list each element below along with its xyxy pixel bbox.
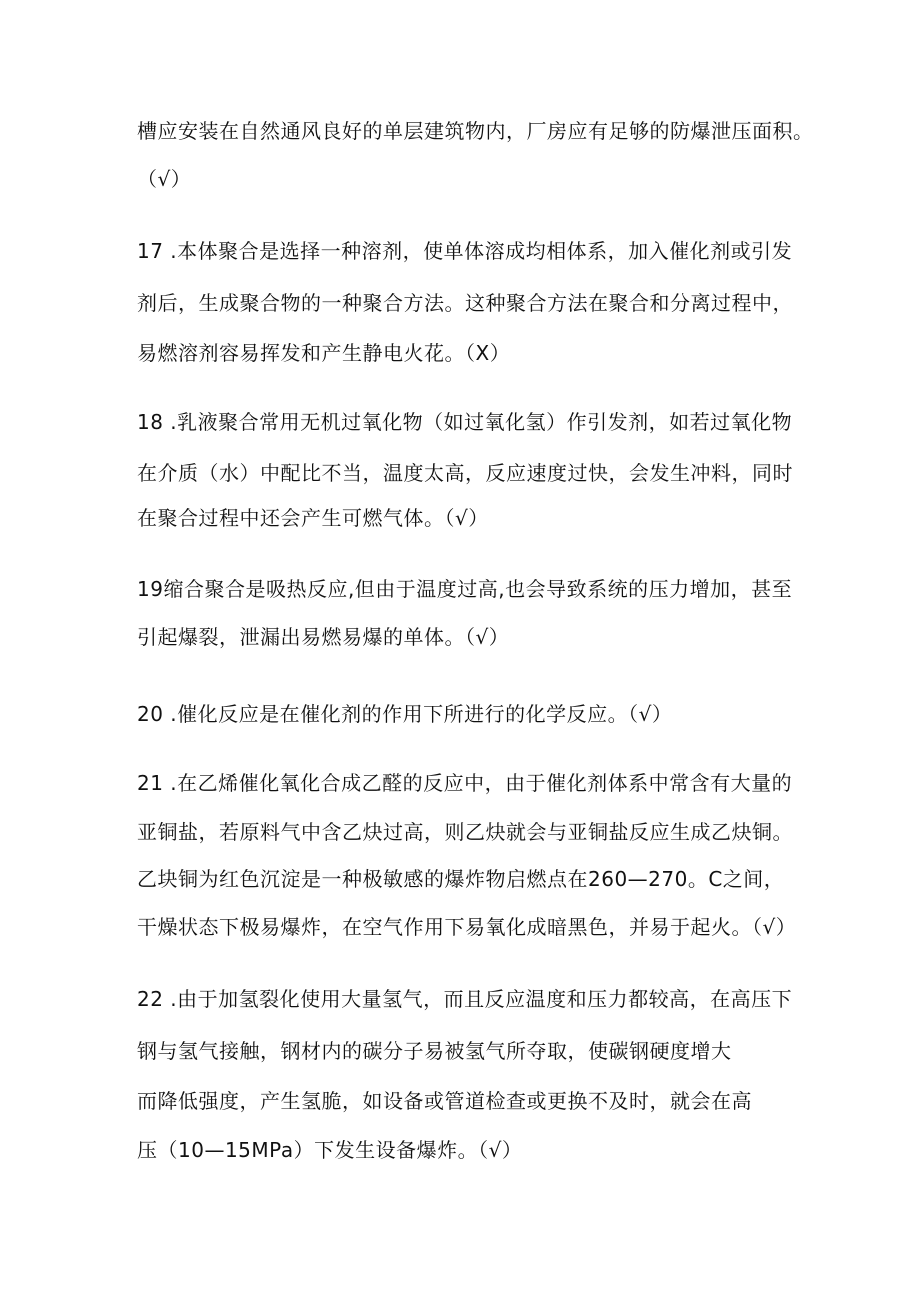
question-20-line: 20 .催化反应是在催化剂的作用下所进行的化学反应。（√） — [137, 702, 673, 726]
question-22-line: 22 .由于加氢裂化使用大量氢气，而且反应温度和压力都较高，在高压下 — [137, 987, 793, 1011]
text-line: （√） — [137, 167, 192, 191]
text-line: 而降低强度，产生氢脆，如设备或管道检查或更换不及时，就会在高 — [137, 1089, 752, 1113]
question-21-line: 21 .在乙烯催化氧化合成乙醛的反应中，由于催化剂体系中常含有大量的 — [137, 771, 793, 795]
text-line: 乙块铜为红色沉淀是一种极敏感的爆炸物启燃点在260—270。C之间， — [137, 867, 785, 891]
text-line: 在介质（水）中配比不当，温度太高，反应速度过快，会发生冲料，同时 — [137, 461, 793, 485]
question-19-line: 19缩合聚合是吸热反应,但由于温度过高,也会导致系统的压力增加，甚至 — [137, 577, 793, 601]
question-17-line: 17 .本体聚合是选择一种溶剂，使单体溶成均相体系，加入催化剂或引发 — [137, 239, 793, 263]
text-line: 亚铜盐，若原料气中含乙炔过高，则乙炔就会与亚铜盐反应生成乙炔铜。 — [137, 820, 793, 844]
text-line: 易燃溶剂容易挥发和产生静电火花。（X） — [137, 341, 511, 365]
text-line: 压（10—15MPa）下发生设备爆炸。（√） — [137, 1138, 523, 1162]
text-line: 在聚合过程中还会产生可燃气体。（√） — [137, 506, 489, 530]
text-line: 钢与氢气接触，钢材内的碳分子易被氢气所夺取，使碳钢硬度增大 — [137, 1039, 732, 1063]
text-line: 干燥状态下极易爆炸，在空气作用下易氧化成暗黑色，并易于起火。（√） — [137, 915, 797, 939]
text-line: 引起爆裂，泄漏出易燃易爆的单体。（√） — [137, 625, 510, 649]
question-18-line: 18 .乳液聚合常用无机过氧化物（如过氧化氢）作引发剂，如若过氧化物 — [137, 410, 793, 434]
text-line: 槽应安装在自然通风良好的单层建筑物内，厂房应有足够的防爆泄压面积。 — [137, 119, 814, 143]
text-line: 剂后，生成聚合物的一种聚合方法。这种聚合方法在聚合和分离过程中， — [137, 291, 793, 315]
